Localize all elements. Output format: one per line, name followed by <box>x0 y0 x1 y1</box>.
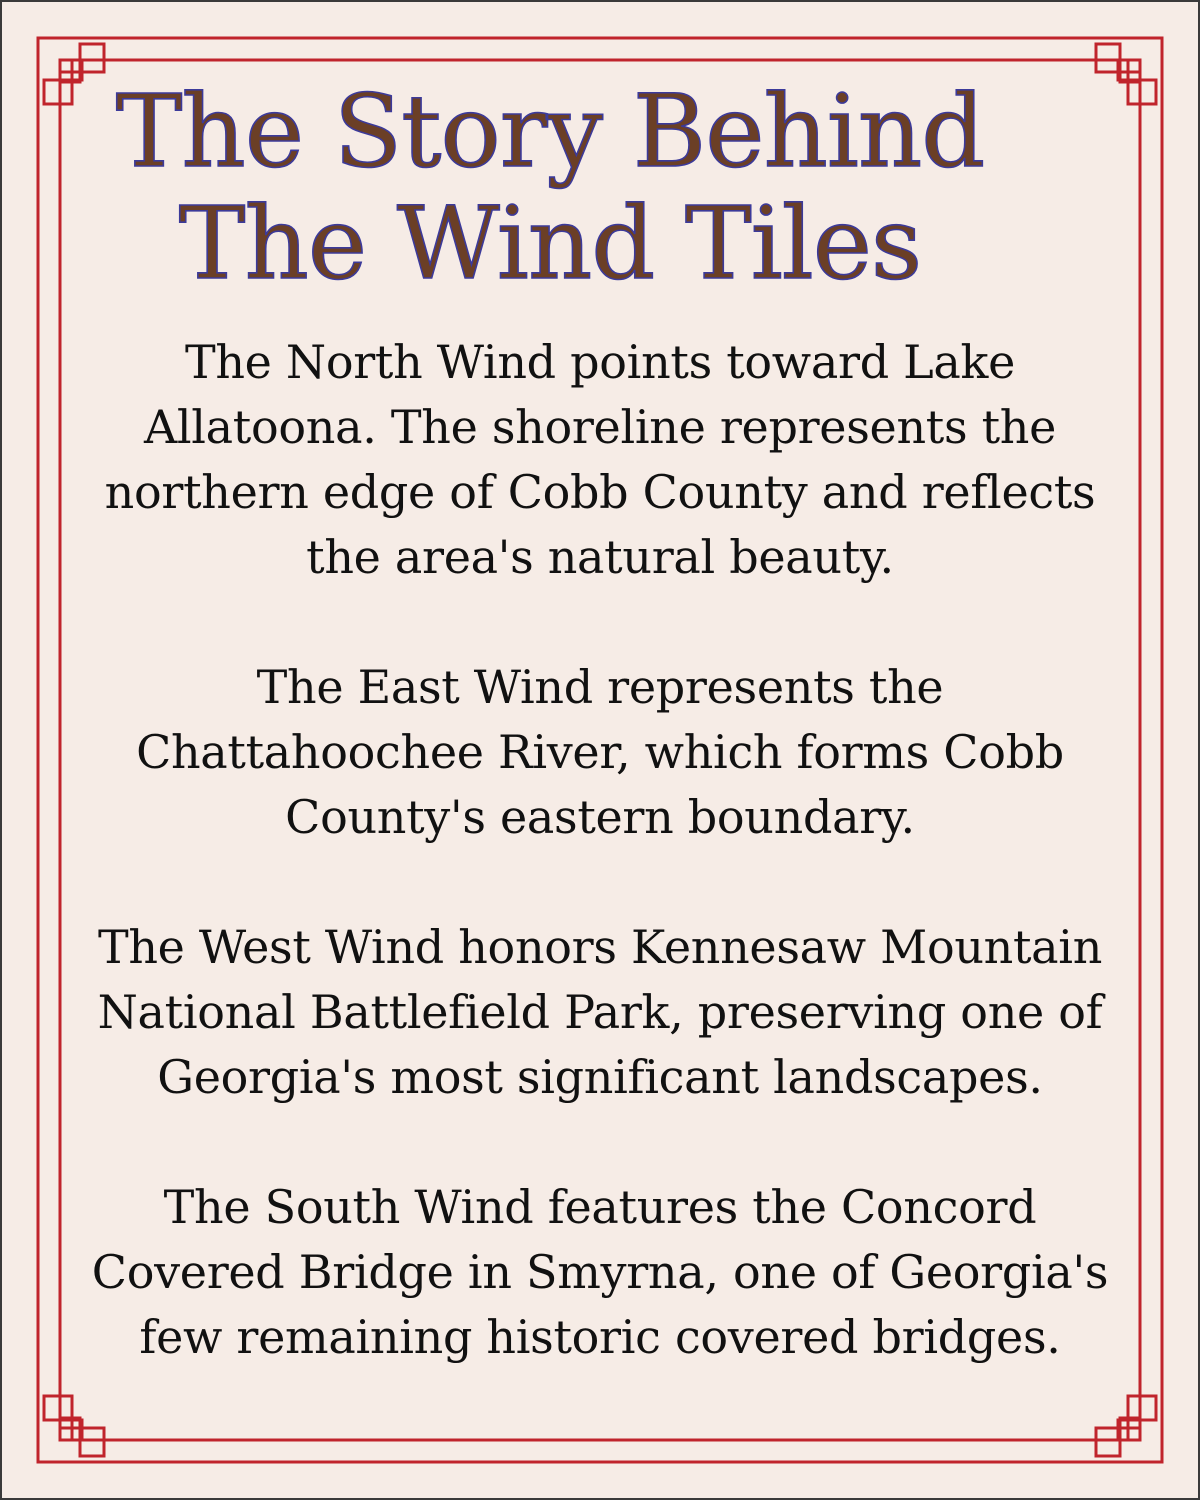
east-wind-paragraph: The East Wind represents the Chattahoochee River, which forms Cobb County's eastern boundary. <box>136 660 1064 844</box>
south-wind-paragraph: The South Wind features the Concord Covered Bridge in Smyrna, one of Georgia's few remaining historic covered bridges. <box>91 1180 1109 1364</box>
corner-ornament-bottom-left <box>44 1396 104 1456</box>
west-wind-paragraph: The West Wind honors Kennesaw Mountain National Battlefield Park, preserving one of Georgia's most significant landscapes. <box>97 920 1103 1104</box>
title-line-1: The Story Behind <box>115 73 985 190</box>
north-wind-paragraph: The North Wind points toward Lake Allatoona. The shoreline represents the northern edge of Cobb County and reflects the area's natural beauty. <box>104 335 1096 584</box>
corner-ornament-top-right <box>1096 44 1156 104</box>
corner-ornament-bottom-right <box>1096 1396 1156 1456</box>
page-title <box>0 73 1100 302</box>
wind-descriptions <box>60 330 1140 1370</box>
title-line-2: The Wind Tiles <box>178 185 922 302</box>
